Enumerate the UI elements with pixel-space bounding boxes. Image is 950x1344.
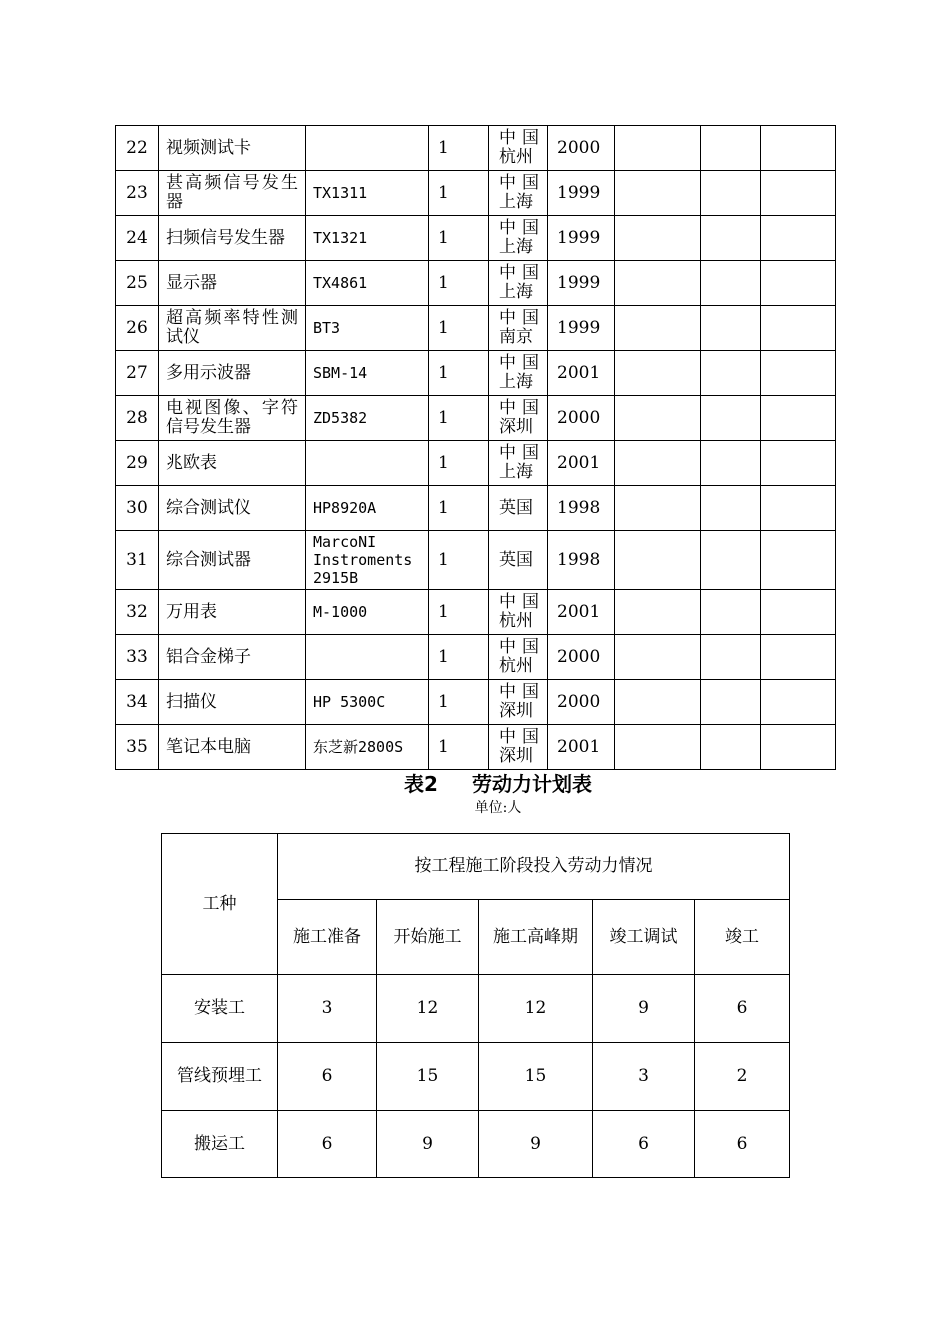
value-cell: 9 xyxy=(479,1111,593,1178)
item-quantity: 1 xyxy=(429,680,489,725)
empty-cell xyxy=(615,441,701,486)
table2-title xyxy=(0,772,950,796)
item-name: 综合测试仪 xyxy=(159,486,306,531)
equipment-row xyxy=(116,351,836,396)
item-quantity: 1 xyxy=(429,441,489,486)
item-name: 多用示波器 xyxy=(159,351,306,396)
empty-cell xyxy=(701,680,761,725)
value-cell: 6 xyxy=(593,1111,695,1178)
item-model: TX1321 xyxy=(306,216,429,261)
empty-cell xyxy=(761,635,836,680)
header-stage-group: 按工程施工阶段投入劳动力情况 xyxy=(278,834,790,900)
item-quantity: 1 xyxy=(429,306,489,351)
empty-cell xyxy=(615,635,701,680)
item-number: 22 xyxy=(116,126,159,171)
item-year: 2001 xyxy=(548,441,615,486)
item-number: 28 xyxy=(116,396,159,441)
labor-row xyxy=(162,1111,790,1178)
item-number: 30 xyxy=(116,486,159,531)
item-year: 1999 xyxy=(548,171,615,216)
item-name: 笔记本电脑 xyxy=(159,725,306,770)
item-name: 视频测试卡 xyxy=(159,126,306,171)
item-quantity: 1 xyxy=(429,635,489,680)
empty-cell xyxy=(701,216,761,261)
value-cell: 9 xyxy=(377,1111,479,1178)
item-name: 万用表 xyxy=(159,590,306,635)
empty-cell xyxy=(761,396,836,441)
value-cell: 3 xyxy=(593,1043,695,1111)
value-cell: 12 xyxy=(377,975,479,1043)
value-cell: 15 xyxy=(479,1043,593,1111)
item-year: 2000 xyxy=(548,396,615,441)
empty-cell xyxy=(761,126,836,171)
value-cell: 6 xyxy=(278,1111,377,1178)
item-name: 铝合金梯子 xyxy=(159,635,306,680)
empty-cell xyxy=(761,216,836,261)
labor-header-row xyxy=(162,834,790,900)
empty-cell xyxy=(701,590,761,635)
item-model xyxy=(306,635,429,680)
item-number: 31 xyxy=(116,531,159,590)
empty-cell xyxy=(761,590,836,635)
item-number: 25 xyxy=(116,261,159,306)
item-origin: 中国 上海 xyxy=(489,441,548,486)
item-origin: 英国 xyxy=(489,531,548,590)
item-year: 1999 xyxy=(548,261,615,306)
item-quantity: 1 xyxy=(429,725,489,770)
empty-cell xyxy=(761,725,836,770)
item-year: 1999 xyxy=(548,216,615,261)
item-year: 2000 xyxy=(548,126,615,171)
item-model xyxy=(306,441,429,486)
item-model: BT3 xyxy=(306,306,429,351)
item-name: 扫描仪 xyxy=(159,680,306,725)
equipment-row xyxy=(116,171,836,216)
item-name: 兆欧表 xyxy=(159,441,306,486)
item-model xyxy=(306,126,429,171)
empty-cell xyxy=(761,351,836,396)
item-model: 东芝新2800S xyxy=(306,725,429,770)
empty-cell xyxy=(701,351,761,396)
item-quantity: 1 xyxy=(429,486,489,531)
empty-cell xyxy=(615,261,701,306)
item-origin: 中国 深圳 xyxy=(489,396,548,441)
item-model: ZD5382 xyxy=(306,396,429,441)
empty-cell xyxy=(615,486,701,531)
equipment-row xyxy=(116,126,836,171)
item-number: 24 xyxy=(116,216,159,261)
item-year: 2001 xyxy=(548,725,615,770)
item-number: 33 xyxy=(116,635,159,680)
item-model: TX1311 xyxy=(306,171,429,216)
item-model: HP 5300C xyxy=(306,680,429,725)
item-name: 超高频率特性测试仪 xyxy=(159,306,306,351)
empty-cell xyxy=(615,216,701,261)
item-year: 2000 xyxy=(548,680,615,725)
item-name: 扫频信号发生器 xyxy=(159,216,306,261)
table2-number: 表2 xyxy=(404,772,438,796)
empty-cell xyxy=(701,441,761,486)
item-number: 32 xyxy=(116,590,159,635)
labor-row xyxy=(162,1043,790,1111)
stage-header: 施工准备 xyxy=(278,900,377,975)
empty-cell xyxy=(701,306,761,351)
item-number: 29 xyxy=(116,441,159,486)
empty-cell xyxy=(701,396,761,441)
item-quantity: 1 xyxy=(429,171,489,216)
empty-cell xyxy=(761,486,836,531)
item-origin: 中国 上海 xyxy=(489,171,548,216)
empty-cell xyxy=(615,680,701,725)
item-year: 1999 xyxy=(548,306,615,351)
item-number: 27 xyxy=(116,351,159,396)
item-name: 综合测试器 xyxy=(159,531,306,590)
equipment-row xyxy=(116,635,836,680)
item-quantity: 1 xyxy=(429,261,489,306)
item-origin: 中国 深圳 xyxy=(489,725,548,770)
trade-cell: 管线预埋工 xyxy=(162,1043,278,1111)
stage-header: 施工高峰期 xyxy=(479,900,593,975)
item-origin: 中国 杭州 xyxy=(489,126,548,171)
empty-cell xyxy=(701,635,761,680)
item-name: 电视图像、字符信号发生器 xyxy=(159,396,306,441)
equipment-row xyxy=(116,216,836,261)
item-year: 2001 xyxy=(548,351,615,396)
header-trade: 工种 xyxy=(162,834,278,975)
empty-cell xyxy=(761,531,836,590)
empty-cell xyxy=(615,126,701,171)
table2-unit: 单位:人 xyxy=(474,800,522,816)
empty-cell xyxy=(615,351,701,396)
item-quantity: 1 xyxy=(429,531,489,590)
empty-cell xyxy=(615,171,701,216)
empty-cell xyxy=(615,531,701,590)
item-quantity: 1 xyxy=(429,351,489,396)
empty-cell xyxy=(701,261,761,306)
value-cell: 3 xyxy=(278,975,377,1043)
item-number: 35 xyxy=(116,725,159,770)
item-year: 2001 xyxy=(548,590,615,635)
item-quantity: 1 xyxy=(429,216,489,261)
value-cell: 2 xyxy=(695,1043,790,1111)
equipment-row xyxy=(116,441,836,486)
trade-cell: 安装工 xyxy=(162,975,278,1043)
equipment-table-body xyxy=(116,126,836,770)
empty-cell xyxy=(701,531,761,590)
labor-row xyxy=(162,975,790,1043)
empty-cell xyxy=(761,261,836,306)
item-origin: 中国 上海 xyxy=(489,261,548,306)
trade-cell: 搬运工 xyxy=(162,1111,278,1178)
empty-cell xyxy=(615,725,701,770)
equipment-row xyxy=(116,725,836,770)
empty-cell xyxy=(761,306,836,351)
empty-cell xyxy=(761,171,836,216)
value-cell: 6 xyxy=(278,1043,377,1111)
item-origin: 中国 南京 xyxy=(489,306,548,351)
stage-header: 开始施工 xyxy=(377,900,479,975)
item-origin: 英国 xyxy=(489,486,548,531)
item-number: 23 xyxy=(116,171,159,216)
item-origin: 中国 深圳 xyxy=(489,680,548,725)
empty-cell xyxy=(701,171,761,216)
equipment-row xyxy=(116,680,836,725)
stage-header: 竣工调试 xyxy=(593,900,695,975)
item-name: 显示器 xyxy=(159,261,306,306)
empty-cell xyxy=(615,396,701,441)
empty-cell xyxy=(615,590,701,635)
item-name: 甚高频信号发生器 xyxy=(159,171,306,216)
table2-title-text: 劳动力计划表 xyxy=(471,772,592,796)
value-cell: 12 xyxy=(479,975,593,1043)
equipment-row xyxy=(116,306,836,351)
item-number: 34 xyxy=(116,680,159,725)
item-year: 1998 xyxy=(548,486,615,531)
item-year: 2000 xyxy=(548,635,615,680)
item-year: 1998 xyxy=(548,531,615,590)
empty-cell xyxy=(701,725,761,770)
item-model: TX4861 xyxy=(306,261,429,306)
item-origin: 中国 上海 xyxy=(489,216,548,261)
item-model: MarcoNI Instroments 2915B xyxy=(306,531,429,590)
equipment-row xyxy=(116,486,836,531)
empty-cell xyxy=(701,486,761,531)
item-origin: 中国 杭州 xyxy=(489,635,548,680)
empty-cell xyxy=(761,441,836,486)
equipment-row xyxy=(116,531,836,590)
stage-header: 竣工 xyxy=(695,900,790,975)
item-number: 26 xyxy=(116,306,159,351)
item-model: SBM-14 xyxy=(306,351,429,396)
item-quantity: 1 xyxy=(429,590,489,635)
value-cell: 6 xyxy=(695,1111,790,1178)
labor-plan-table xyxy=(161,833,790,1178)
equipment-row xyxy=(116,396,836,441)
item-quantity: 1 xyxy=(429,126,489,171)
item-origin: 中国 上海 xyxy=(489,351,548,396)
equipment-row xyxy=(116,590,836,635)
empty-cell xyxy=(701,126,761,171)
value-cell: 9 xyxy=(593,975,695,1043)
item-model: HP8920A xyxy=(306,486,429,531)
item-origin: 中国 杭州 xyxy=(489,590,548,635)
equipment-table xyxy=(115,125,836,770)
empty-cell xyxy=(615,306,701,351)
value-cell: 15 xyxy=(377,1043,479,1111)
empty-cell xyxy=(761,680,836,725)
value-cell: 6 xyxy=(695,975,790,1043)
item-model: M-1000 xyxy=(306,590,429,635)
item-quantity: 1 xyxy=(429,396,489,441)
equipment-row xyxy=(116,261,836,306)
